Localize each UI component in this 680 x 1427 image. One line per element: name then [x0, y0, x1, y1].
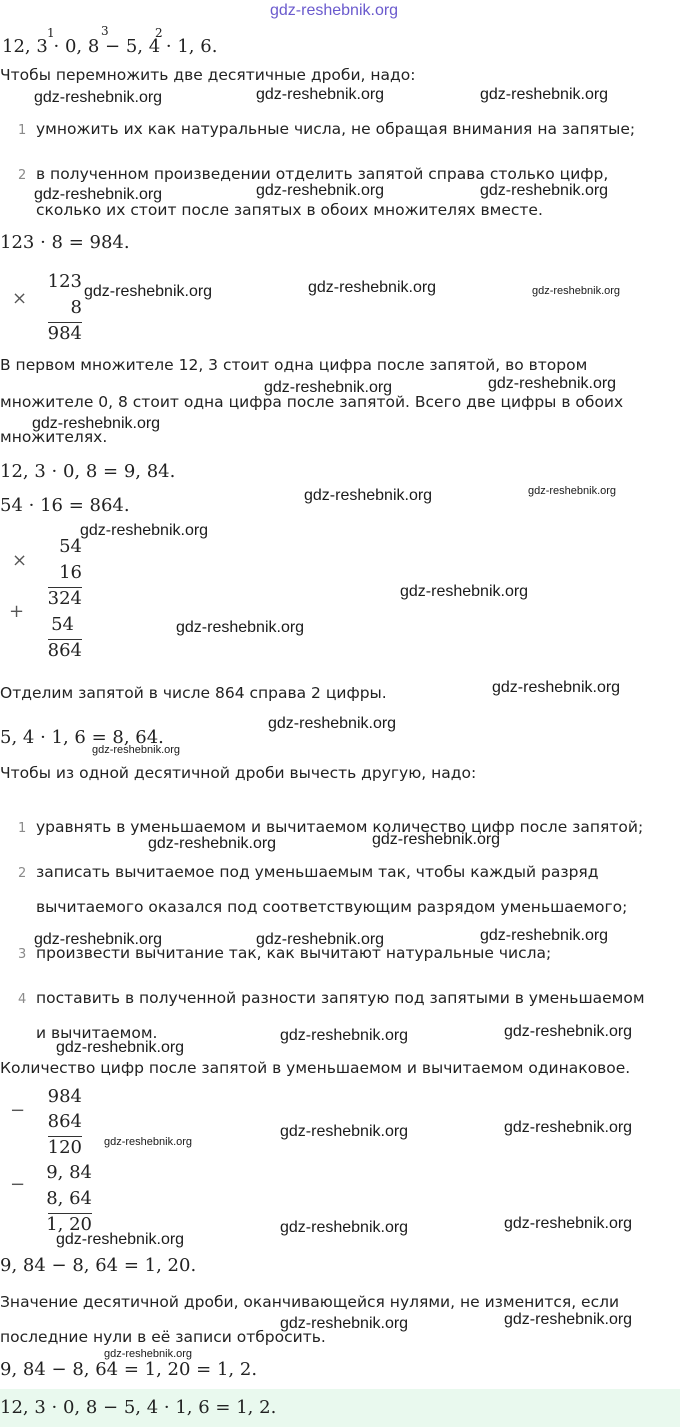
calc1-equation: 123 · 8 = 984.: [0, 232, 130, 253]
watermark[interactable]: gdz-reshebnik.org: [104, 1136, 193, 1148]
watermark[interactable]: gdz-reshebnik.org: [480, 86, 609, 103]
mult-step-number: 1: [18, 123, 27, 138]
result3: 9, 84 − 8, 64 = 1, 20.: [0, 1255, 197, 1276]
zeros-note: Значение десятичной дроби, оканчивающейся нулями, не изменится, если: [0, 1293, 620, 1311]
watermark[interactable]: gdz-reshebnik.org: [280, 1123, 409, 1140]
watermark[interactable]: gdz-reshebnik.org: [504, 1215, 633, 1232]
mult-step-text: умножить их как натуральные числа, не обращая внимания на запятые;: [36, 120, 636, 138]
calc2-bottom: 16: [59, 562, 82, 583]
sub-step-text: вычитаемого оказался под соответствующим разрядом уменьшаемого;: [36, 898, 628, 916]
final-answer: 12, 3 · 0, 8 − 5, 4 · 1, 6 = 1, 2.: [0, 1397, 277, 1418]
watermark[interactable]: gdz-reshebnik.org: [480, 182, 609, 199]
calc4-top: 9, 84: [46, 1162, 92, 1183]
watermark[interactable]: gdz-reshebnik.org: [308, 279, 437, 296]
calc1-bottom: 8: [70, 297, 82, 318]
watermark[interactable]: gdz-reshebnik.org: [504, 1311, 633, 1328]
result4: 9, 84 − 8, 64 = 1, 20 = 1, 2.: [0, 1359, 258, 1380]
mult-step-text: в полученном произведении отделить запятой справа столько цифр,: [36, 165, 609, 183]
watermark[interactable]: gdz-reshebnik.org: [256, 182, 385, 199]
explain1-line: множителе 0, 8 стоит одна цифра после запятой. Всего две цифры в обоих: [0, 393, 624, 411]
watermark[interactable]: gdz-reshebnik.org: [32, 415, 161, 432]
watermark[interactable]: gdz-reshebnik.org: [280, 1027, 409, 1044]
sub-step-number: 1: [18, 821, 27, 836]
sub-step-text: записать вычитаемое под уменьшаемым так, чтобы каждый разряд: [36, 863, 599, 881]
calc2-equation: 54 · 16 = 864.: [0, 495, 130, 516]
expression: 12, 3 · 0, 8 − 5, 4 · 1, 6.: [2, 36, 218, 57]
sub-step-number: 4: [18, 992, 27, 1007]
sub-step-text: уравнять в уменьшаемом и вычитаемом количество цифр после запятой;: [36, 818, 644, 836]
order-mark-2: 2: [155, 26, 163, 40]
watermark[interactable]: gdz-reshebnik.org: [264, 379, 393, 396]
calc2-partial2: 54: [51, 614, 74, 635]
calc1-result: 984: [47, 323, 82, 344]
sub-step-number: 2: [18, 866, 27, 881]
calc4-result: 1, 20: [46, 1214, 92, 1235]
watermark[interactable]: gdz-reshebnik.org: [268, 715, 397, 732]
multiply-sign: ×: [12, 550, 28, 571]
watermark[interactable]: gdz-reshebnik.org: [92, 744, 181, 756]
watermark[interactable]: gdz-reshebnik.org: [176, 619, 305, 636]
order-mark-3: 3: [101, 24, 109, 38]
calc2-result: 864: [47, 640, 82, 661]
watermark[interactable]: gdz-reshebnik.org: [256, 86, 385, 103]
zeros-note: последние нули в её записи отбросить.: [0, 1328, 326, 1346]
watermark[interactable]: gdz-reshebnik.org: [504, 1119, 633, 1136]
watermark[interactable]: gdz-reshebnik.org: [304, 487, 433, 504]
result1: 12, 3 · 0, 8 = 9, 84.: [0, 461, 176, 482]
watermark[interactable]: gdz-reshebnik.org: [492, 679, 621, 696]
watermark[interactable]: gdz-reshebnik.org: [532, 285, 621, 297]
calc2-top: 54: [59, 536, 82, 557]
sub-step-text: поставить в полученной разности запятую под запятыми в уменьшаемом: [36, 989, 645, 1007]
sub-step-number: 3: [18, 947, 27, 962]
watermark[interactable]: gdz-reshebnik.org: [80, 522, 209, 539]
mult-step-number: 2: [18, 168, 27, 183]
calc1-top: 123: [47, 271, 82, 292]
watermark[interactable]: gdz-reshebnik.org: [34, 89, 163, 106]
calc3-bottom: 864: [47, 1111, 82, 1132]
watermark[interactable]: gdz-reshebnik.org: [372, 831, 501, 848]
watermark[interactable]: gdz-reshebnik.org: [400, 583, 529, 600]
sub-step-text: и вычитаемом.: [36, 1024, 158, 1042]
watermark[interactable]: gdz-reshebnik.org: [34, 186, 163, 203]
multiply-sign: ×: [12, 288, 28, 309]
watermark[interactable]: gdz-reshebnik.org: [488, 375, 617, 392]
watermark[interactable]: gdz-reshebnik.org: [480, 927, 609, 944]
sub-rule-intro: Чтобы из одной десятичной дроби вычесть другую, надо:: [0, 764, 477, 782]
minus-sign: −: [10, 1100, 26, 1121]
calc3-result: 120: [47, 1137, 82, 1158]
order-mark-1: 1: [47, 26, 55, 40]
explain2: Отделим запятой в числе 864 справа 2 цифры.: [0, 684, 387, 702]
minus-sign: −: [10, 1174, 26, 1195]
watermark[interactable]: gdz-reshebnik.org: [280, 1315, 409, 1332]
watermark[interactable]: gdz-reshebnik.org: [104, 1348, 193, 1360]
calc3-top: 984: [47, 1086, 82, 1107]
calc2-partial1: 324: [47, 588, 82, 609]
watermark[interactable]: gdz-reshebnik.org: [504, 1023, 633, 1040]
result2: 5, 4 · 1, 6 = 8, 64.: [0, 727, 164, 748]
explain1-line: множителях.: [0, 428, 108, 446]
explain1-line: В первом множителе 12, 3 стоит одна цифра после запятой, во втором: [0, 356, 588, 374]
watermark[interactable]: gdz-reshebnik.org: [34, 931, 163, 948]
watermark[interactable]: gdz-reshebnik.org: [256, 931, 385, 948]
calc4-bottom: 8, 64: [46, 1188, 92, 1209]
plus-sign: +: [9, 601, 25, 622]
watermark[interactable]: gdz-reshebnik.org: [56, 1231, 185, 1248]
digits-note: Количество цифр после запятой в уменьшаемом и вычитаемом одинаковое.: [0, 1059, 631, 1077]
watermark[interactable]: gdz-reshebnik.org: [528, 485, 617, 497]
watermark[interactable]: gdz-reshebnik.org: [84, 283, 213, 300]
watermark[interactable]: gdz-reshebnik.org: [148, 835, 277, 852]
watermark[interactable]: gdz-reshebnik.org: [280, 1219, 409, 1236]
sub-step-text: произвести вычитание так, как вычитают натуральные числа;: [36, 944, 552, 962]
mult-step-text: сколько их стоит после запятых в обоих множителях вместе.: [36, 201, 543, 219]
mult-rule-intro: Чтобы перемножить две десятичные дроби, надо:: [0, 66, 416, 84]
watermark[interactable]: gdz-reshebnik.org: [56, 1039, 185, 1056]
watermark-top[interactable]: gdz-reshebnik.org: [270, 2, 399, 19]
